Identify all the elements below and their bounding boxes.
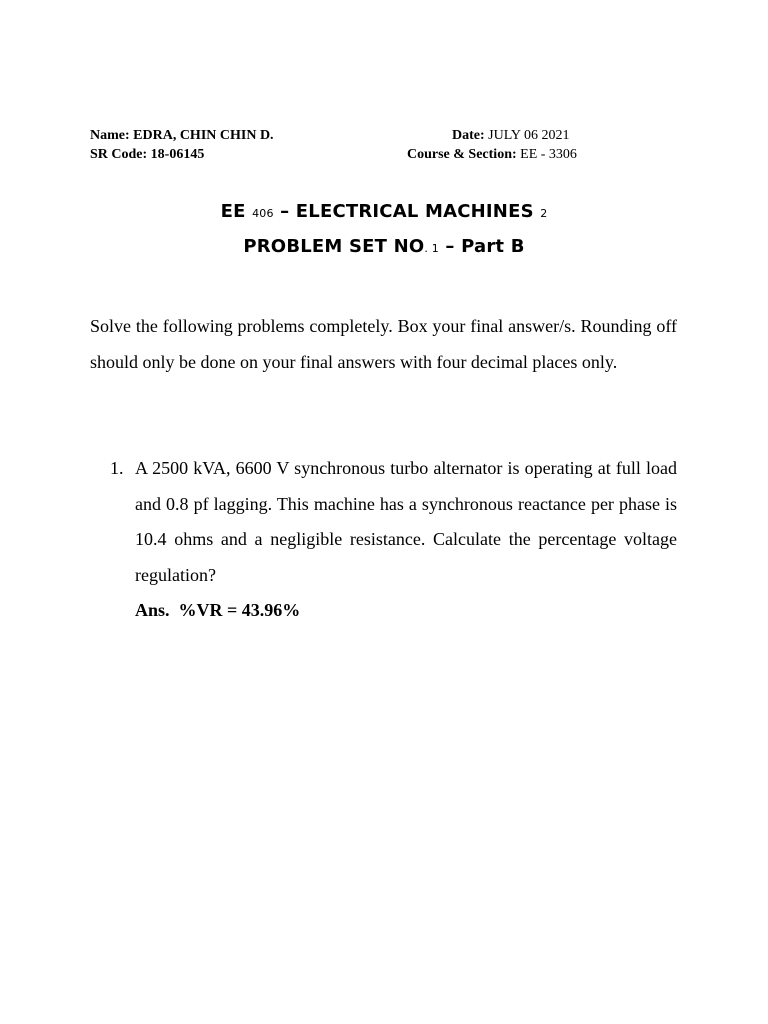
header-row-sr-course [90, 146, 577, 163]
problem-set-part: – Part B [438, 236, 525, 257]
sr-code-value: 18-06145 [150, 147, 205, 162]
problem-number: 1. [110, 458, 124, 478]
course-title-prefix: EE [220, 201, 253, 222]
problem-answer: Ans. %VR = 43.96% [135, 600, 301, 620]
course-label: Course & Section: [407, 147, 517, 162]
problem-set-title [0, 236, 768, 257]
course-title [0, 201, 768, 222]
course-title-suffix-number: 2 [540, 207, 548, 220]
problem-set-label: PROBLEM SET NO [243, 236, 425, 257]
sr-code-label: SR Code: [90, 147, 148, 162]
problem-set-dot: . [424, 242, 432, 255]
date-label: Date: [452, 128, 485, 143]
course-value: EE - 3306 [520, 147, 577, 162]
course-title-name: – ELECTRICAL MACHINES [273, 201, 541, 222]
header-row-name-date [90, 127, 570, 144]
instructions-paragraph: Solve the following problems completely. Box your final answer/s. Rounding off should only be done on your final answers with four decimal places only. [90, 316, 677, 372]
problem-item [110, 451, 677, 629]
name-label: Name: [90, 128, 130, 143]
name-value: EDRA, CHIN CHIN D. [133, 128, 274, 143]
date-value: JULY 06 2021 [488, 128, 570, 143]
problem-set-number: 1 [431, 242, 439, 255]
problem-text: A 2500 kVA, 6600 V synchronous turbo alternator is operating at full load and 0.8 pf lagging. This machine has a synchronous reactance per phase is 10.4 ohms and a negligible resistance. Calculate the percentage voltage regulation? [135, 458, 677, 585]
course-field [407, 146, 577, 163]
date-field [452, 127, 569, 144]
course-number: 406 [252, 207, 274, 220]
